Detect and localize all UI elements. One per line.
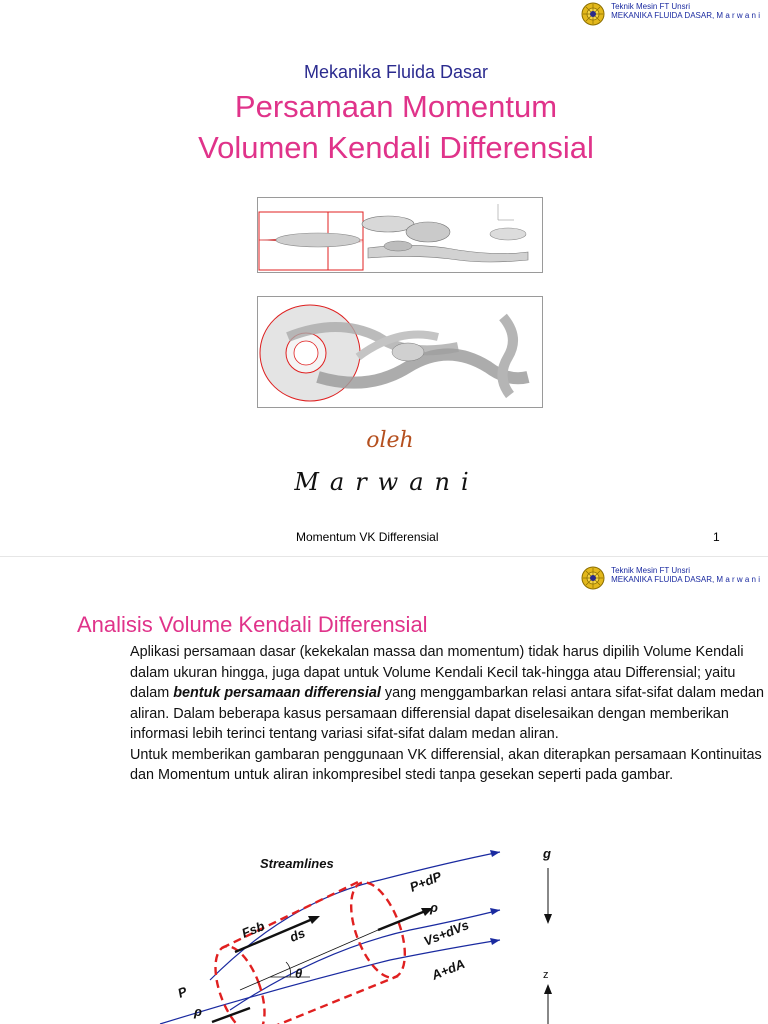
label-rho-top: ρ xyxy=(430,900,438,915)
paragraph-2: Untuk memberikan gambaran penggunaan VK differensial, akan diterapkan persamaan Kontinuitas dan Momentum untuk aliran inkompresibel stedi tanpa gesekan seperti pada gambar. xyxy=(130,746,762,783)
label-streamlines: Streamlines xyxy=(260,856,334,871)
header-institution: Teknik Mesin FT Unsri xyxy=(611,566,691,575)
velocity-vector xyxy=(378,910,428,930)
label-ds: ds xyxy=(287,925,308,945)
z-axis-arrow-icon xyxy=(544,984,552,994)
paragraph-1-part-a: Aplikasi persamaan dasar (kekekalan massa dan momentum) tidak harus dipilih Volume Kendali dalam ukuran hingga, juga dapat untuk Volume Kendali Kecil tak-hingga atau Differensial; yaitu dalam xyxy=(130,644,744,701)
paragraph-1-part-b: yang menggambarkan relasi antara sifat-sifat dalam medan aliran. Dalam beberapa kasus persamaan differensial dapat diselesaikan dengan memberikan informasi lebih terinci tentang variasi sifat-sifat dalam medan aliran. xyxy=(130,685,765,742)
section-heading: Analisis Volume Kendali Differensial xyxy=(77,612,428,637)
by-label: oleh xyxy=(366,428,414,453)
label-z: z xyxy=(543,969,549,981)
label-vs-plus-dvs: Vs+dVs xyxy=(421,917,472,949)
flow-visualization-image-top xyxy=(257,197,543,273)
label-a-plus-da: A+dA xyxy=(429,956,467,983)
header-course: MEKANIKA FLUIDA DASAR, M a r w a n i xyxy=(611,11,760,20)
label-p: P xyxy=(175,983,190,1001)
cv-lower-edge xyxy=(260,976,398,1024)
slide-header xyxy=(581,566,760,590)
slide-title-line1: Persamaan Momentum xyxy=(234,89,558,124)
inlet-vector xyxy=(212,1008,250,1022)
label-rho: ρ xyxy=(194,1004,202,1019)
university-logo-icon xyxy=(581,566,605,590)
streamline-lower-arrow-icon xyxy=(490,938,500,945)
label-p-plus-dp: P+dP xyxy=(407,868,444,895)
header-institution: Teknik Mesin FT Unsri xyxy=(611,2,691,11)
label-theta: θ xyxy=(295,966,303,981)
paragraph-1-emphasis: bentuk persamaan differensial xyxy=(173,685,381,701)
body-text xyxy=(78,642,768,786)
paragraph-1 xyxy=(78,642,768,745)
streamline-top-arrow-icon xyxy=(490,850,500,857)
label-g: g xyxy=(543,846,551,861)
header-course: MEKANIKA FLUIDA DASAR, M a r w a n i xyxy=(611,575,760,584)
slide-footer: Momentum VK Differensial xyxy=(296,530,439,544)
gravity-arrow-icon xyxy=(544,914,552,924)
slide-header xyxy=(581,2,760,26)
page-number: 1 xyxy=(713,530,720,544)
slide-subtitle: Mekanika Fluida Dasar xyxy=(303,62,489,82)
content-slide xyxy=(0,564,768,1024)
streamline-middle-arrow-icon xyxy=(490,908,500,915)
control-volume-diagram xyxy=(150,840,610,1024)
slide-title-line2: Volumen Kendali Differensial xyxy=(198,130,594,165)
university-logo-icon xyxy=(581,2,605,26)
streamline-lower xyxy=(160,940,500,1024)
author-name: Marwani xyxy=(294,468,480,496)
flow-visualization-image-bottom xyxy=(257,296,543,408)
label-fsb: Fsb xyxy=(239,918,267,941)
